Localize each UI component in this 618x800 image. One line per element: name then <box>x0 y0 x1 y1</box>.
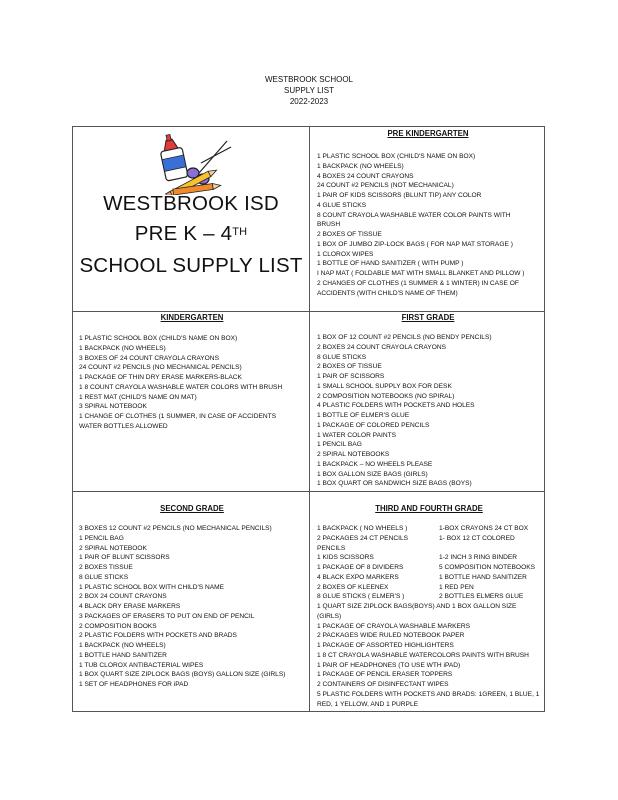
first-item: 2 BOXES 24 COUNT CRAYOLA CRAYONS <box>317 343 446 351</box>
kinder-item: 1 CHANGE OF CLOTHES (1 SUMMER, IN CASE OF ACCIDENTS <box>79 413 277 420</box>
doc-title: SUPPLY LIST <box>284 86 334 95</box>
school-year: 2022-2023 <box>289 97 329 106</box>
kinder-item: 3 SPIRAL NOTEBOOK <box>79 403 147 411</box>
prek-item: ACCIDENTS (WITH CHILD'S NAME OF THEM) <box>317 289 458 297</box>
second-item: 1 TUB CLOROX ANTIBACTERIAL WIPES <box>79 661 204 669</box>
third-item: 2 PACKAGES 24 CT PENCILS <box>317 534 409 542</box>
third-item: RED, 1 YELLOW, AND 1 PURPLE <box>317 700 419 708</box>
third-item: 4 BLACK EXPO MARKERS <box>317 573 399 581</box>
third-item: 1-2 INCH 3 RING BINDER <box>439 554 518 562</box>
second-item: 2 PLASTIC FOLDERS WITH POCKETS AND BRADS <box>79 632 237 640</box>
kinder-item: 1 BACKPACK (NO WHEELS) <box>79 344 166 352</box>
first-item: 2 BOXES OF TISSUE <box>317 363 382 371</box>
document-header <box>0 74 618 107</box>
second-item: 1 PLASTIC SCHOOL BOX WITH CHILD'S NAME <box>79 583 225 591</box>
third-item: 5 PLASTIC FOLDERS WITH POCKETS AND BRADS: 1GREEN, 1 BLUE, 1 <box>317 690 540 698</box>
prek-item: 24 COUNT #2 PENCILS (NOT MECHANICAL) <box>317 182 454 190</box>
first-item: 2 COMPOSITION NOTEBOOKS (NO SPIRAL) <box>317 392 455 400</box>
first-item: 1 PENCIL BAG <box>317 441 362 449</box>
prek-title: PRE KINDERGARTEN <box>387 129 469 138</box>
second-item: 1 BACKPACK (NO WHEELS) <box>79 642 166 649</box>
third-item: 2 BOTTLES ELMERS GLUE <box>439 593 524 601</box>
first-list <box>317 333 539 489</box>
banner-grade-range: PRE K – 4 <box>134 222 233 245</box>
kinder-section <box>79 313 305 432</box>
supply-table <box>72 126 545 712</box>
second-item: 3 BOXES 12 COUNT #2 PENCILS (NO MECHANICAL PENCILS) <box>79 525 272 532</box>
second-list <box>79 524 305 690</box>
third-pair-row <box>317 524 541 534</box>
prek-item: 1 CLOROX WIPES <box>317 250 374 258</box>
second-item: 1 PAIR OF BLUNT SCISSORS <box>79 554 170 562</box>
kinder-item: 3 BOXES OF 24 COUNT CRAYOLA CRAYONS <box>79 354 219 362</box>
kinder-item: 1 8 COUNT CRAYOLA WASHABLE WATER COLORS WITH BRUSH <box>79 383 283 391</box>
third-item: 1 KIDS SCISSORS <box>317 554 374 562</box>
third-item: PENCILS <box>317 544 346 552</box>
third-item: 1 RED PEN <box>439 583 474 591</box>
first-item: 4 PLASTIC FOLDERS WITH POCKETS AND HOLES <box>317 402 475 410</box>
school-name: WESTBROOK SCHOOL <box>264 75 353 84</box>
kinder-item: 1 REST MAT (CHILD'S NAME ON MAT) <box>79 393 197 401</box>
first-item: 1 PAIR OF SCISSORS <box>317 373 385 380</box>
third-item: 5 COMPOSITION NOTEBOOKS <box>439 564 535 571</box>
prek-item: I NAP MAT ( FOLDABLE MAT WITH SMALL BLANKET AND PILLOW ) <box>317 270 525 277</box>
third-item: 1 PACKAGE OF ASSORTED HIGHLIGHTERS <box>317 642 454 649</box>
prek-item: 1 BOTTLE OF HAND SANITIZER ( WITH PUMP ) <box>317 260 464 268</box>
first-item: 1 BOX OF 12 COUNT #2 PENCILS (NO BENDY PENCILS) <box>317 334 492 341</box>
third-list <box>317 602 541 709</box>
first-title: FIRST GRADE <box>401 313 455 322</box>
second-item: 3 PACKAGES OF ERASERS TO PUT ON END OF PENCIL <box>79 612 255 620</box>
column-divider <box>309 127 310 711</box>
third-pair-row <box>317 573 541 583</box>
first-item: 1 BOTTLE OF ELMER'S GLUE <box>317 412 410 419</box>
third-pair-row <box>317 534 541 544</box>
second-item: 2 BOX 24 COUNT CRAYONS <box>79 593 167 601</box>
banner-line-2 <box>73 219 309 249</box>
first-item: 1 WATER COLOR PAINTS <box>317 431 397 439</box>
second-section <box>79 504 305 690</box>
first-item: 8 GLUE STICKS <box>317 353 367 361</box>
first-item: 1 BACKPACK – NO WHEELS PLEASE <box>317 460 433 468</box>
prek-item: 1 BACKPACK (NO WHEELS) <box>317 162 404 170</box>
second-item: 4 BLACK DRY ERASE MARKERS <box>79 603 181 610</box>
second-item: 1 BOTTLE HAND SANITIZER <box>79 651 167 659</box>
third-pair-row <box>317 544 541 554</box>
row-divider-1 <box>73 311 544 312</box>
kinder-item: 1 PLASTIC SCHOOL BOX (CHILD'S NAME ON BOX) <box>79 335 238 342</box>
third-item: 1 PACKAGE OF 8 DIVIDERS <box>317 564 404 571</box>
kinder-title: KINDERGARTEN <box>160 313 224 322</box>
kinder-item: WATER BOTTLES ALLOWED <box>79 422 168 430</box>
first-item: 1 PACKAGE OF COLORED PENCILS <box>317 421 430 429</box>
prek-item: 1 PLASTIC SCHOOL BOX (CHILD'S NAME ON BOX) <box>317 153 476 160</box>
third-item: 1 QUART SIZE ZIPLOCK BAGS(BOYS) AND 1 BOX GALLON SIZE <box>317 603 517 610</box>
second-item: 1 PENCIL BAG <box>79 534 124 542</box>
third-item: 2 BOXES OF KLEENEX <box>317 583 389 591</box>
third-item: 8 GLUE STICKS ( ELMER'S ) <box>317 593 405 601</box>
third-item: (GIRLS) <box>317 612 342 620</box>
second-item: 8 GLUE STICKS <box>79 573 129 581</box>
second-title: SECOND GRADE <box>160 504 224 513</box>
first-item: 1 SMALL SCHOOL SUPPLY BOX FOR DESK <box>317 382 452 390</box>
third-item: 1 PACKAGE OF PENCIL ERASER TOPPERS <box>317 671 453 679</box>
prek-item: 1 PAIR OF KIDS SCISSORS (BLUNT TIP) ANY COLOR <box>317 192 482 199</box>
prek-item: 4 GLUE STICKS <box>317 201 367 209</box>
second-item: 1 BOX QUART SIZE ZIPLOCK BAGS (BOYS) GALLON SIZE (GIRLS) <box>79 671 286 679</box>
third-pair-row <box>317 592 541 602</box>
third-item: 1-BOX CRAYONS 24 CT BOX <box>439 525 529 532</box>
banner-line-1: WESTBROOK ISD <box>103 192 279 215</box>
banner-grade-suffix: TH <box>232 226 248 238</box>
third-title: THIRD AND FOURTH GRADE <box>375 504 483 513</box>
third-pair-row <box>317 563 541 573</box>
second-item: 1 SET OF HEADPHONES FOR iPAD <box>79 681 189 688</box>
third-item: 1 8 CT CRAYOLA WASHABLE WATERCOLORS PAINTS WITH BRUSH <box>317 651 529 659</box>
kinder-list <box>79 334 305 432</box>
prek-item: 1 BOX OF JUMBO ZIP-LOCK BAGS ( FOR NAP MAT STORAGE ) <box>317 240 513 248</box>
prek-item: 4 BOXES 24 COUNT CRAYONS <box>317 172 414 180</box>
prek-list <box>317 152 539 298</box>
first-item: 1 BOX GALLON SIZE BAGS (GIRLS) <box>317 470 428 478</box>
kinder-item: 1 PACKAGE OF THIN DRY ERASE MARKERS-BLACK <box>79 374 242 381</box>
school-supplies-clipart <box>155 133 239 195</box>
first-item: 2 SPIRAL NOTEBOOKS <box>317 451 390 458</box>
prek-item: 2 CHANGES OF CLOTHES (1 SUMMER & 1 WINTER) IN CASE OF <box>317 279 519 287</box>
banner-line-3: SCHOOL SUPPLY LIST <box>79 254 303 277</box>
first-section <box>317 313 539 489</box>
third-section <box>317 504 541 709</box>
row-divider-2 <box>73 491 544 492</box>
third-item: 2 PACKAGES WIDE RULED NOTEBOOK PAPER <box>317 632 465 640</box>
second-item: 2 SPIRAL NOTEBOOK <box>79 544 147 552</box>
third-two-column-list <box>317 524 541 602</box>
second-item: 2 BOXES TISSUE <box>79 564 133 571</box>
third-item: 1 PAIR OF HEADPHONES (TO USE WTH iPAD) <box>317 661 461 669</box>
first-item: 1 BOX QUART OR SANDWICH SIZE BAGS (BOYS) <box>317 480 472 488</box>
kinder-item: 24 COUNT #2 PENCILS (NO MECHANICAL PENCILS) <box>79 364 242 372</box>
third-pair-row <box>317 553 541 563</box>
prek-item: 8 COUNT CRAYOLA WASHABLE WATER COLOR PAINTS WITH <box>317 211 511 219</box>
prek-item: BRUSH <box>317 221 341 229</box>
prek-item: 2 BOXES OF TISSUE <box>317 231 382 238</box>
third-item: 1 BACKPACK ( NO WHEELS ) <box>317 525 408 532</box>
prek-section <box>317 129 539 298</box>
third-item: 1- BOX 12 CT COLORED <box>439 534 515 542</box>
second-item: 2 COMPOSITION BOOKS <box>79 622 157 630</box>
third-item: 2 CONTAINERS OF DISINFECTANT WIPES <box>317 681 449 688</box>
third-item: 1 PACKAGE OF CRAYOLA WASHABLE MARKERS <box>317 622 471 630</box>
third-item: 1 BOTTLE HAND SANITIZER <box>439 573 527 581</box>
third-pair-row <box>317 583 541 593</box>
